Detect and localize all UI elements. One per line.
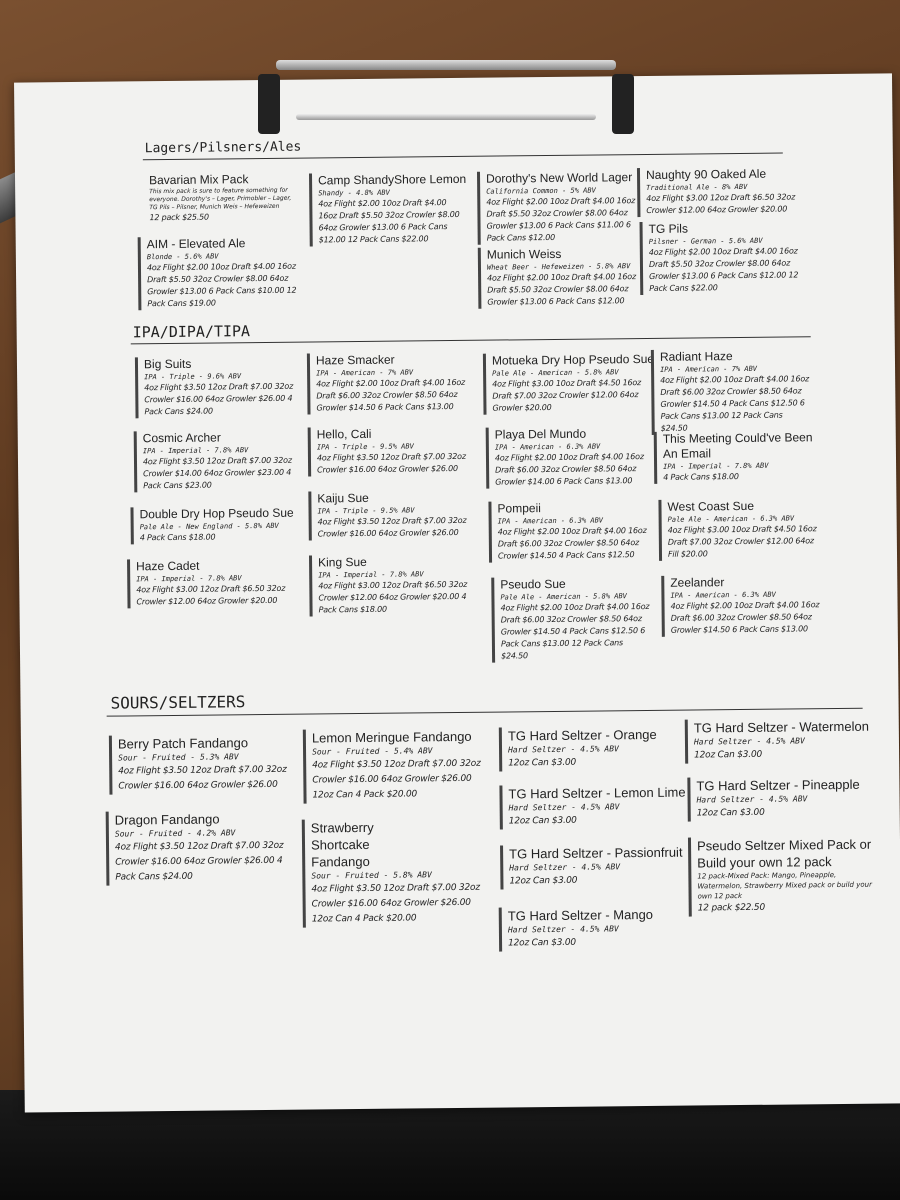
beer-style: IPA - Imperial - 7.8% ABV (318, 570, 424, 580)
beer-name: Radiant Haze (659, 349, 733, 364)
beer-name: Double Dry Hop Pseudo Sue (139, 505, 294, 522)
beer-name: Hello, Cali (316, 426, 372, 442)
beer-prices: 12 pack $22.50 (697, 902, 766, 914)
beer-prices: 4oz Flight $2.00 10oz Draft $4.00 16oz Draft $6.00 32oz Crowler $8.50 64oz Growler $14.50 6 Pack Cans $13.00 (670, 600, 820, 635)
beer-this-meeting-email (654, 430, 816, 484)
beer-prices: 12oz Can $3.00 (694, 749, 763, 761)
seltzer-mango (499, 906, 673, 952)
beer-pseudo-sue (491, 576, 651, 663)
beer-name: This Meeting Could've Been An Email (662, 430, 813, 461)
beer-name: TG Hard Seltzer - Watermelon (693, 718, 869, 736)
beer-kaiju-sue (308, 490, 468, 541)
seltzer-lemon-lime (499, 784, 686, 830)
beer-name: Cosmic Archer (142, 430, 221, 446)
beer-name: Strawberry Shortcake Fandango (310, 819, 374, 870)
beer-style: Sour - Fruited - 5.4% ABV (312, 746, 433, 757)
beer-style: Blonde - 5.6% ABV (146, 252, 219, 262)
beer-style: IPA - Imperial - 7.8% ABV (663, 461, 769, 471)
beer-name: Bavarian Mix Pack (148, 172, 249, 188)
beer-style: Sour - Fruited - 5.3% ABV (118, 752, 239, 763)
clip-post-right (612, 74, 634, 134)
beer-west-coast-sue (658, 498, 818, 561)
beer-name: Haze Cadet (136, 558, 200, 574)
beer-style: Hard Seltzer - 4.5% ABV (509, 862, 621, 873)
clip-bar (276, 60, 616, 70)
beer-prices: 4oz Flight $3.50 12oz Draft $7.00 32oz Crowler $14.00 64oz Growler $23.00 4 Pack Cans $23.00 (142, 455, 292, 491)
beer-name: Munich Weiss (486, 246, 562, 262)
beer-prices: 4oz Flight $2.00 10oz Draft $4.00 16oz Draft $5.50 32oz Crowler $8.00 64oz Growler $13.00 6 Pack Cans $12.00 (487, 272, 636, 307)
beer-name: Dragon Fandango (114, 811, 220, 828)
beer-style: Hard Seltzer - 4.5% ABV (693, 736, 805, 747)
beer-style: IPA - American - 6.3% ABV (494, 442, 601, 452)
beer-motueka-dry-hop-pseudo-sue (483, 351, 655, 415)
beer-prices: 4oz Flight $3.00 10oz Draft $4.50 16oz Draft $7.00 32oz Crowler $12.00 64oz Growler $20.00 (492, 378, 642, 413)
beer-munich-weiss (478, 246, 638, 309)
beer-haze-smacker (307, 352, 467, 415)
beer-style: Pale Ale - American - 6.3% ABV (667, 514, 795, 524)
beer-style: IPA - Triple - 9.6% ABV (144, 372, 242, 382)
seltzer-passionfruit (500, 844, 683, 890)
seltzer-mixed-pack (688, 836, 878, 917)
beer-prices: 4oz Flight $3.50 12oz Draft $7.00 32oz Crowler $16.00 64oz Growler $26.00 12oz Can 4 Pack $20.00 (312, 758, 481, 801)
beer-tg-pils (640, 220, 800, 295)
beer-name: Haze Smacker (315, 352, 395, 368)
beer-name: Big Suits (143, 356, 192, 372)
beer-berry-patch-fandango (109, 734, 299, 795)
beer-name: King Sue (317, 554, 367, 570)
beer-playa-del-mundo (486, 426, 646, 489)
beer-name: Naughty 90 Oaked Ale (645, 166, 767, 182)
beer-style: Pale Ale - New England - 5.8% ABV (139, 521, 279, 532)
beer-name: TG Hard Seltzer - Mango (507, 906, 654, 924)
beer-style: IPA - American - 6.3% ABV (497, 516, 604, 526)
beer-description: This mix pack is sure to feature something for everyone. Dorothy's – Lager, Primobler – Lager, TG Pils – Pilsner, Munich Weis – Hefeweizen (149, 186, 292, 212)
beer-pompeii (488, 500, 648, 563)
beer-style: Sour - Fruited - 5.8% ABV (311, 870, 432, 881)
beer-name: TG Hard Seltzer - Pineapple (696, 776, 860, 794)
beer-prices: 4 Pack Cans $18.00 (663, 472, 739, 482)
beer-prices: 4oz Flight $3.00 12oz Draft $6.50 32oz Crowler $12.00 64oz Growler $20.00 (136, 583, 286, 607)
beer-king-sue (309, 554, 469, 617)
section-title-ipa: IPA/DIPA/TIPA (132, 322, 251, 342)
beer-style: IPA - Imperial - 7.8% ABV (136, 574, 242, 584)
beer-prices: 4oz Flight $2.00 10oz Draft $4.00 16oz Draft $5.50 32oz Crowler $8.00 64oz Growler $13.00 6 Pack Cans $12.00 12 Pack Cans $22.00 (648, 246, 799, 293)
beer-style: Shandy - 4.8% ABV (318, 188, 390, 198)
beer-style: California Common - 5% ABV (486, 186, 596, 196)
beer-style: Pilsner - German - 5.6% ABV (648, 236, 763, 246)
beer-prices: 4oz Flight $3.50 12oz Draft $7.00 32oz Crowler $16.00 64oz Growler $26.00 4 Pack Cans $24.00 (144, 381, 294, 417)
beer-name: Dorothy's New World Lager (485, 170, 633, 186)
beer-prices: 12oz Can $3.00 (508, 937, 576, 949)
beer-prices: 4oz Flight $2.00 10oz Draft $4.00 16oz Draft $5.50 32oz Crowler $8.00 64oz Growler $13.00 6 Pack Cans $10.00 12 Pack Cans $19.00 (146, 261, 297, 309)
beer-prices: 12oz Can $3.00 (508, 757, 577, 769)
beer-prices: 4oz Flight $2.00 10oz Draft $4.00 16oz Draft $6.00 32oz Crowler $8.50 64oz Growler $14.50 6 Pack Cans $13.00 (316, 377, 466, 413)
beer-prices: 12oz Can $3.00 (509, 875, 578, 887)
beer-name: Berry Patch Fandango (117, 735, 249, 752)
menu-sheet (14, 73, 900, 1112)
beer-prices: 4oz Flight $2.00 10oz Draft $4.00 16oz Draft $6.00 32oz Crowler $8.50 64oz Growler $14.50 4 Pack Cans $12.50 6 Pack Cans $13.00 12 Pack Cans $24.50 (660, 374, 810, 433)
seltzer-orange (499, 726, 673, 772)
beer-style: IPA - Imperial - 7.8% ABV (142, 446, 249, 456)
beer-cosmic-archer (134, 430, 298, 493)
beer-bavarian-mix-pack (143, 172, 300, 225)
clipboard-clip (256, 54, 636, 144)
beer-style: IPA - Triple - 9.5% ABV (317, 506, 415, 516)
beer-name: TG Hard Seltzer - Orange (507, 726, 657, 744)
beer-prices: 4oz Flight $3.50 12oz Draft $7.00 32oz Crowler $16.00 64oz Growler $26.00 4 Pack Cans $24.00 (114, 840, 284, 883)
beer-prices: 4oz Flight $3.00 12oz Draft $6.50 32oz Crowler $12.00 64oz Growler $20.00 (646, 192, 796, 215)
beer-prices: 4oz Flight $3.00 12oz Draft $6.50 32oz Crowler $12.00 64oz Growler $20.00 4 Pack Cans $18.00 (318, 579, 468, 615)
beer-name: Pompeii (497, 501, 541, 516)
beer-style: Hard Seltzer - 4.5% ABV (696, 794, 808, 805)
beer-prices: 12oz Can $3.00 (508, 815, 577, 827)
beer-dragon-fandango (106, 810, 296, 886)
beer-naughty-90-oaked-ale (637, 166, 797, 217)
beer-zeelander (661, 574, 821, 637)
beer-style: Hard Seltzer - 4.5% ABV (508, 802, 620, 813)
section-title-sours: SOURS/SELTZERS (110, 692, 246, 713)
beer-name: AIM - Elevated Ale (146, 236, 246, 252)
beer-name: Pseudo Sue (500, 576, 566, 592)
beer-name: Motueka Dry Hop Pseudo Sue (491, 351, 655, 368)
beer-style: Traditional Ale - 8% ABV (646, 182, 748, 192)
beer-lemon-meringue-fandango (303, 728, 488, 804)
beer-prices: 4oz Flight $3.50 12oz Draft $7.00 32oz Crowler $16.00 64oz Growler $26.00 (118, 764, 287, 792)
beer-style: Hard Seltzer - 4.5% ABV (507, 924, 619, 935)
beer-name: TG Pils (648, 221, 689, 236)
beer-big-suits (135, 356, 297, 419)
beer-prices: 12 pack $25.50 (149, 212, 209, 223)
beer-camp-shandyshore-lemon (309, 172, 467, 247)
beer-style: IPA - American - 7% ABV (316, 368, 414, 378)
seltzer-pineapple (687, 776, 871, 822)
beer-style: Wheat Beer - Hefeweizen - 5.8% ABV (486, 262, 631, 272)
beer-style: Hard Seltzer - 4.5% ABV (507, 744, 619, 755)
beer-name: Playa Del Mundo (494, 426, 587, 442)
beer-prices: 4oz Flight $2.00 10oz Draft $4.00 16oz Draft $6.00 32oz Crowler $8.50 64oz Crowler $14.50 4 Pack Cans $12.50 (497, 525, 647, 561)
beer-name: Lemon Meringue Fandango (311, 728, 472, 746)
beer-name: Zeelander (670, 575, 725, 590)
beer-prices: 4oz Flight $3.50 12oz Draft $7.00 32oz Crowler $16.00 64oz Growler $26.00 (316, 451, 466, 475)
beer-dorothys-new-world-lager (477, 170, 637, 245)
beer-style: Sour - Fruited - 4.2% ABV (114, 828, 236, 839)
beer-prices: 4 Pack Cans $18.00 (139, 532, 216, 543)
beer-prices: 4oz Flight $3.50 12oz Draft $7.00 32oz Crowler $16.00 64oz Growler $26.00 (317, 515, 467, 539)
beer-style: Pale Ale - American - 5.8% ABV (492, 368, 619, 378)
clip-wire (296, 114, 596, 120)
beer-prices: 4oz Flight $3.00 10oz Draft $4.50 16oz Draft $7.00 32oz Crowler $12.00 64oz Fill $20.00 (667, 524, 817, 559)
seltzer-watermelon (685, 718, 869, 764)
beer-prices: 4oz Flight $3.50 12oz Draft $7.00 32oz Crowler $16.00 64oz Growler $26.00 12oz Can 4 Pack $20.00 (311, 882, 480, 925)
beer-strawberry-shortcake-fandango (302, 818, 487, 928)
beer-radiant-haze (651, 348, 811, 435)
beer-name: Pseudo Seltzer Mixed Pack or Build your own 12 pack (696, 836, 872, 871)
beer-prices: 4oz Flight $2.00 10oz Draft $4.00 16oz Draft $5.50 32oz Crowler $8.00 64oz Growler $13.00 6 Pack Cans $11.00 6 Pack Cans $12.00 (486, 196, 636, 243)
beer-name: TG Hard Seltzer - Lemon Lime (508, 784, 686, 802)
beer-description: 12 pack-Mixed Pack: Mango, Pineapple, Watermelon, Strawberry Mixed pack or build your own 12 pack (697, 871, 872, 901)
beer-name: Kaiju Sue (317, 490, 369, 506)
clip-post-left (258, 74, 280, 134)
beer-prices: 4oz Flight $2.00 10oz Draft $4.00 16oz Draft $5.50 32oz Crowler $8.00 64oz Growler $13.00 6 Pack Cans $12.00 12 Pack Cans $22.00 (318, 198, 460, 245)
beer-name: Camp ShandyShore Lemon (317, 171, 467, 188)
beer-name: TG Hard Seltzer - Passionfruit (509, 844, 683, 862)
beer-style: IPA - American - 6.3% ABV (670, 590, 776, 600)
beer-haze-cadet (127, 558, 297, 609)
beer-prices: 4oz Flight $2.00 10oz Draft $4.00 16oz Draft $6.00 32oz Crowler $8.50 64oz Growler $14.50 4 Pack Cans $12.50 6 Pack Cans $13.00 12 Pack Cans $24.50 (500, 601, 650, 661)
beer-aim-elevated-ale (138, 236, 303, 311)
beer-style: IPA - American - 7% ABV (660, 364, 758, 374)
section-title-lagers: Lagers/Pilsners/Ales (144, 139, 302, 157)
beer-double-dry-hop-pseudo-sue (130, 506, 299, 545)
beer-style: IPA - Triple - 9.5% ABV (316, 442, 414, 452)
beer-hello-cali (308, 426, 468, 477)
beer-name: West Coast Sue (667, 498, 755, 514)
beer-prices: 12oz Can $3.00 (696, 807, 765, 819)
beer-prices: 4oz Flight $2.00 10oz Draft $4.00 16oz Draft $6.00 32oz Crowler $8.50 64oz Growler $14.00 6 Pack Cans $13.00 (494, 452, 644, 487)
beer-style: Pale Ale - American - 5.8% ABV (500, 592, 627, 602)
